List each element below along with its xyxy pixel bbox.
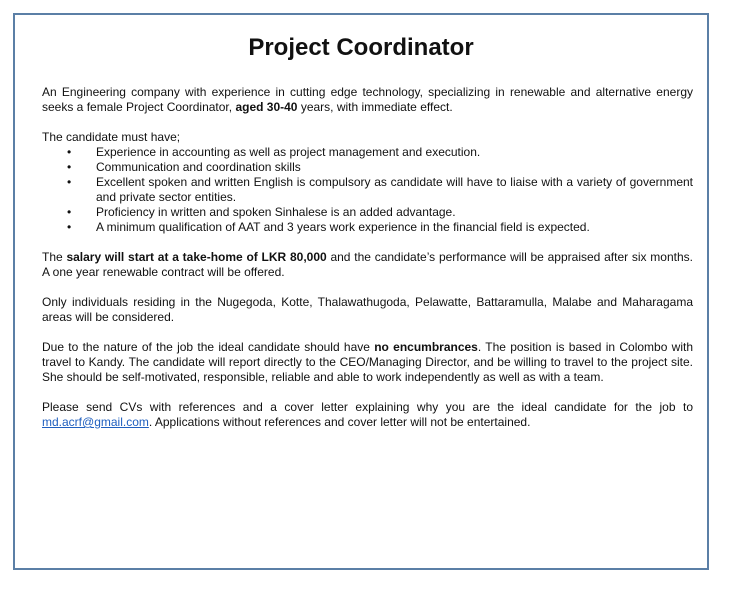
requirements-intro: The candidate must have; (42, 130, 181, 144)
salary-text: The (42, 250, 67, 264)
apply-text: Please send CVs with references and a cover letter explaining why you are the ideal candidate for the job to (42, 400, 693, 414)
nature-text-end: . The position is based in Colombo with travel to Kandy. The candidate will report directly to the CEO/Managing Director, and be willing to travel to the project site. She should be self-motivated, responsible, reliable and able to work independently as well as with a team. (42, 340, 693, 384)
job-ad-body (42, 85, 693, 430)
intro-text-end: years, with immediate effect. (297, 100, 453, 114)
apply-paragraph (42, 400, 693, 430)
intro-text: An Engineering company with experience in cutting edge technology, specializing in renewable and alternative energy seeks a female Project Coordinator, (42, 85, 693, 114)
encumbrances-highlight: no encumbrances (374, 340, 478, 354)
age-requirement: aged 30-40 (235, 100, 298, 114)
requirements-list (42, 145, 693, 235)
salary-paragraph (42, 250, 693, 280)
apply-text-end: . Applications without references and cover letter will not be entertained. (148, 415, 531, 429)
list-item: • A minimum qualification of AAT and 3 years work experience in the financial field is expected. (84, 220, 693, 235)
page-title: Project Coordinator (248, 34, 474, 61)
job-ad-frame (13, 13, 709, 570)
list-item: • Experience in accounting as well as project management and execution. (84, 145, 693, 160)
salary-highlight: salary will start at a take-home of LKR 80,000 (66, 250, 327, 264)
salary-text-end: and the candidate’s performance will be appraised after six months. A one year renewable contract will be offered. (42, 250, 693, 279)
nature-text: Due to the nature of the job the ideal candidate should have (42, 340, 375, 354)
list-item: • Communication and coordination skills (84, 160, 693, 175)
email-link[interactable]: md.acrf@gmail.com (42, 415, 149, 429)
list-item: • Proficiency in written and spoken Sinhalese is an added advantage. (84, 205, 693, 220)
list-item: • Excellent spoken and written English is compulsory as candidate will have to liaise with a variety of government and private sector entities. (84, 175, 693, 205)
locations-paragraph: Only individuals residing in the Nugegoda, Kotte, Thalawathugoda, Pelawatte, Battaramulla, Malabe and Maharagama areas will be considered. (42, 295, 693, 324)
nature-paragraph (42, 340, 693, 385)
intro-paragraph (42, 85, 693, 115)
